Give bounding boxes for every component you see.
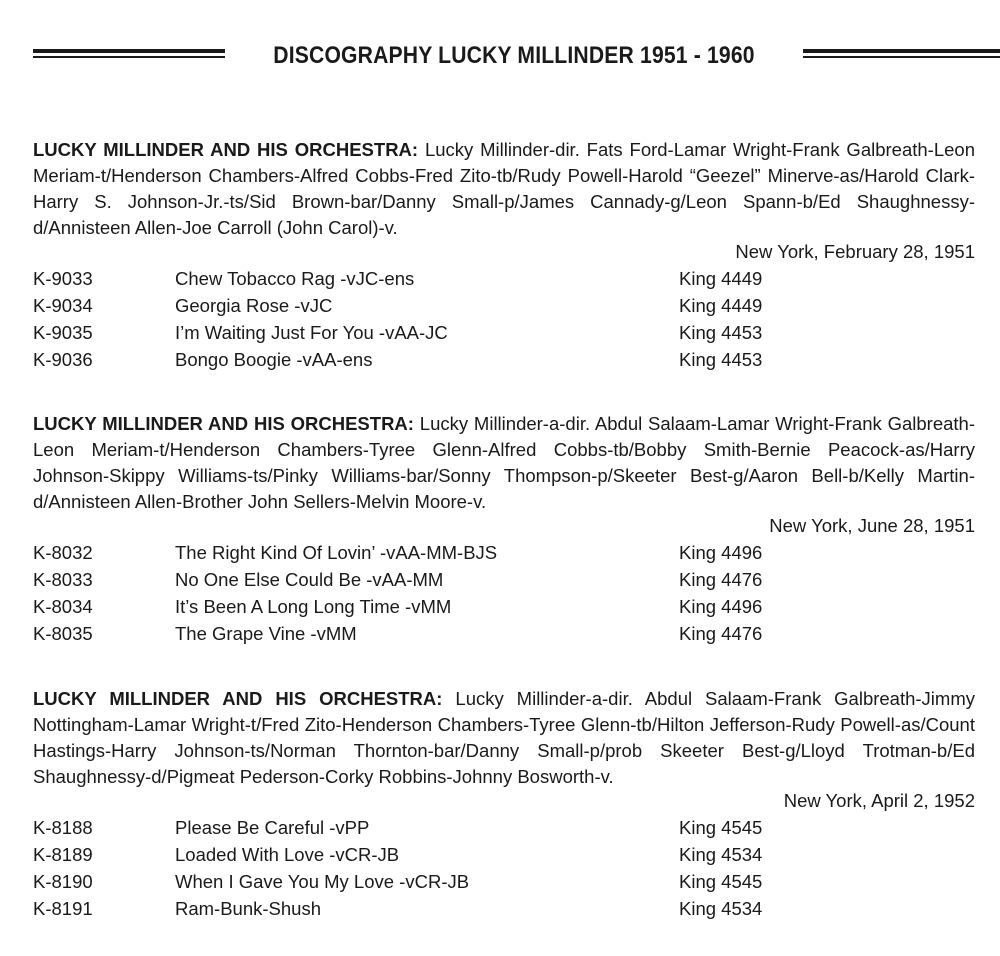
track-list [33, 539, 975, 647]
matrix-number: K-9034 [33, 295, 93, 316]
page-title: DISCOGRAPHY LUCKY MILLINDER 1951 - 1960 [273, 42, 755, 69]
track-title: Please Be Careful -vPP [175, 817, 370, 838]
session-1951-02 [33, 137, 975, 373]
matrix-number: K-8190 [33, 871, 93, 892]
track-row [33, 346, 975, 373]
track-title: When I Gave You My Love -vCR-JB [175, 871, 470, 892]
record-label: King 4476 [679, 569, 763, 590]
track-row [33, 841, 975, 868]
record-label: King 4545 [679, 817, 763, 838]
track-row [33, 265, 975, 292]
track-title: Georgia Rose -vJC [175, 295, 333, 316]
session-place-date: New York, June 28, 1951 [769, 515, 975, 536]
record-label: King 4496 [679, 542, 763, 563]
record-label: King 4453 [679, 349, 763, 370]
track-row [33, 814, 975, 841]
track-row [33, 566, 975, 593]
session-place-date: New York, April 2, 1952 [783, 790, 975, 811]
record-label: King 4534 [679, 844, 763, 865]
matrix-number: K-8189 [33, 844, 93, 865]
track-title: Ram-Bunk-Shush [175, 898, 322, 919]
matrix-number: K-8188 [33, 817, 93, 838]
track-row [33, 292, 975, 319]
track-title: The Grape Vine -vMM [175, 623, 357, 644]
session-1951-06 [33, 411, 975, 647]
header-rule-right [803, 49, 1000, 59]
matrix-number: K-8191 [33, 898, 93, 919]
track-row [33, 319, 975, 346]
header-rule-left [33, 49, 225, 59]
record-label: King 4449 [679, 268, 763, 289]
track-title: I’m Waiting Just For You -vAA-JC [175, 322, 448, 343]
matrix-number: K-8032 [33, 542, 93, 563]
record-label: King 4534 [679, 898, 763, 919]
band-name: LUCKY MILLINDER AND HIS ORCHESTRA: [33, 688, 443, 709]
track-title: Chew Tobacco Rag -vJC-ens [175, 268, 415, 289]
matrix-number: K-9036 [33, 349, 93, 370]
record-label: King 4545 [679, 871, 763, 892]
record-label: King 4476 [679, 623, 763, 644]
band-name: LUCKY MILLINDER AND HIS ORCHESTRA: [33, 139, 419, 160]
track-row [33, 593, 975, 620]
band-name: LUCKY MILLINDER AND HIS ORCHESTRA: [33, 413, 414, 434]
matrix-number: K-9035 [33, 322, 93, 343]
personnel-text: Lucky Millinder-a-dir. Abdul Salaam-Lamar Wright-Frank Galbreath-Leon Meriam-t/Henderson Chambers-Tyree Glenn-Alfred Cobbs-tb/Bobby Smith-Bernie Peacock-as/Harry Johnson-Skippy Williams-ts/Pinky Williams-bar/Sonny Thompson-p/Skeeter Best-g/Aaron Bell-b/Kelly Martin-d/Annisteen Allen-Brother John Sellers-Melvin Moore-v. [33, 413, 975, 512]
track-list [33, 814, 975, 922]
matrix-number: K-8035 [33, 623, 93, 644]
session-place-date: New York, February 28, 1951 [735, 241, 975, 262]
personnel-paragraph [33, 411, 975, 515]
track-title: No One Else Could Be -vAA-MM [175, 569, 444, 590]
personnel-text: Lucky Millinder-dir. Fats Ford-Lamar Wright-Frank Galbreath-Leon Meriam-t/Henderson Chambers-Alfred Cobbs-Fred Zito-tb/Rudy Powell-Harold “Geezel” Minerve-as/Harold Clark-Harry S. Johnson-Jr.-ts/Sid Brown-bar/Danny Small-p/James Cannady-g/Leon Spann-b/Ed Shaughnessy-d/Annisteen Allen-Joe Carroll (John Carol)-v. [33, 139, 975, 238]
track-title: It’s Been A Long Long Time -vMM [175, 596, 452, 617]
matrix-number: K-8034 [33, 596, 93, 617]
matrix-number: K-8033 [33, 569, 93, 590]
page-header [0, 40, 1000, 80]
record-label: King 4453 [679, 322, 763, 343]
personnel-paragraph [33, 137, 975, 241]
track-title: Loaded With Love -vCR-JB [175, 844, 400, 865]
session-1952-04 [33, 686, 975, 922]
track-row [33, 895, 975, 922]
personnel-paragraph [33, 686, 975, 790]
track-list [33, 265, 975, 373]
personnel-text: Lucky Millinder-a-dir. Abdul Salaam-Frank Galbreath-Jimmy Nottingham-Lamar Wright-t/Fred Zito-Henderson Chambers-Tyree Glenn-tb/Hilton Jefferson-Rudy Powell-as/Count Hastings-Harry Johnson-ts/Norman Thornton-bar/Danny Small-p/prob Skeeter Best-g/Lloyd Trotman-b/Ed Shaughnessy-d/Pigmeat Pederson-Corky Robbins-Johnny Bosworth-v. [33, 688, 975, 787]
track-title: Bongo Boogie -vAA-ens [175, 349, 373, 370]
track-title: The Right Kind Of Lovin’ -vAA-MM-BJS [175, 542, 498, 563]
record-label: King 4496 [679, 596, 763, 617]
track-row [33, 868, 975, 895]
matrix-number: K-9033 [33, 268, 93, 289]
track-row [33, 539, 975, 566]
track-row [33, 620, 975, 647]
record-label: King 4449 [679, 295, 763, 316]
